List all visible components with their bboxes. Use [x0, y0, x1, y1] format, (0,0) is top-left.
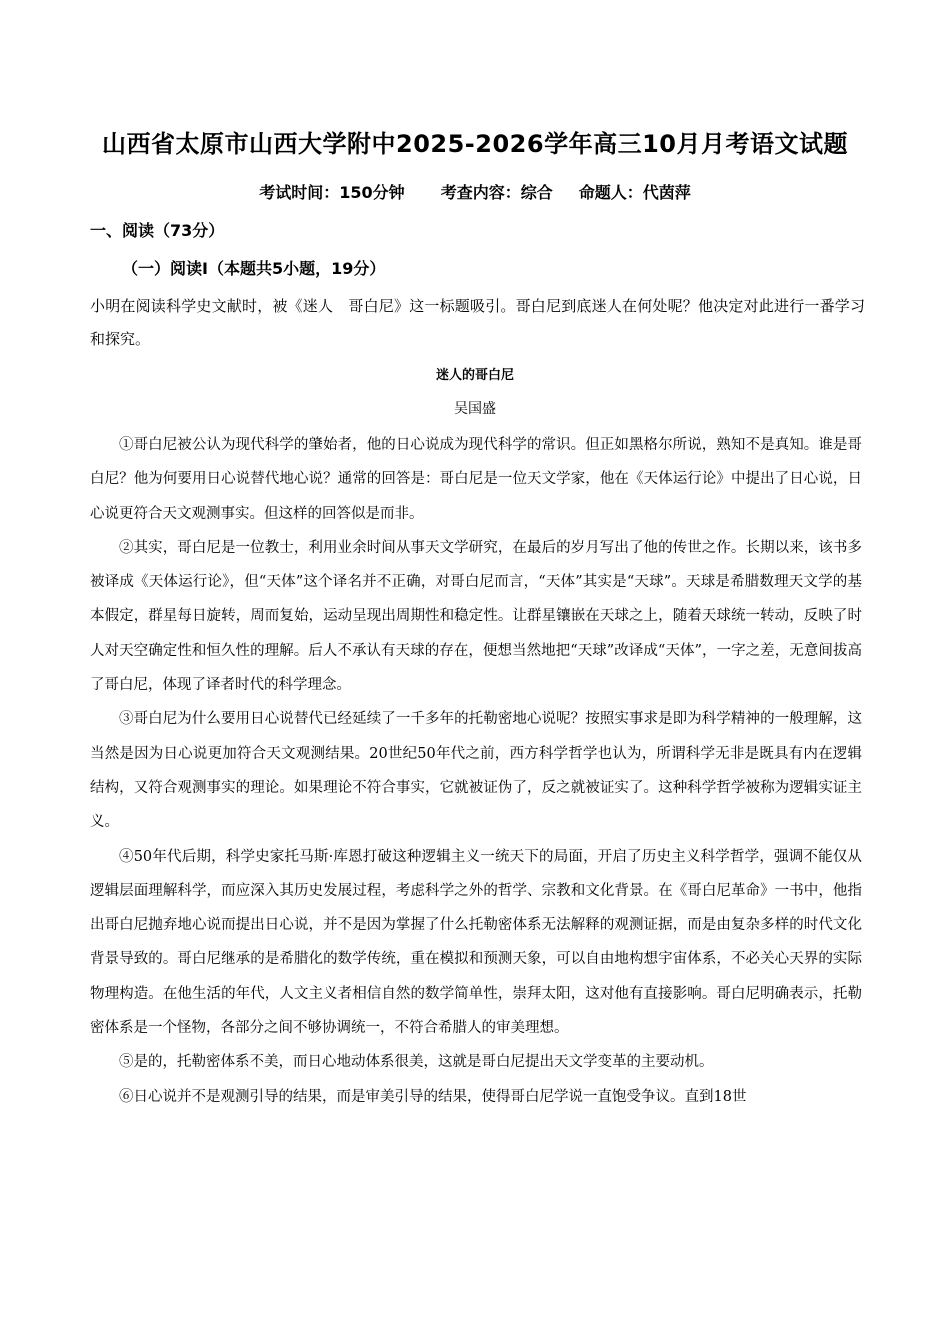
exam-meta-line	[0, 180, 950, 203]
article-body	[90, 428, 862, 1114]
exam-content: 考查内容：综合	[440, 183, 553, 202]
exam-time: 考试时间：150分钟	[259, 183, 405, 202]
intro-paragraph: 小明在阅读科学史文献时，被《迷人 哥白尼》这一标题吸引。哥白尼到底迷人在何处呢？他决定对此进行一番学习和探究。	[90, 297, 865, 348]
article-paragraph-2: ②其实，哥白尼是一位教士，利用业余时间从事天文学研究，在最后的岁月写出了他的传世之作。长期以来，该书多被译成《天体运行论》，但“天体”这个译名并不正确，对哥白尼而言，“天体”其实是“天球”。天球是希腊数理天文学的基本假定，群星每日旋转，周而复始，运动呈现出周期性和稳定性。让群星镶嵌在天球之上，随着天球统一转动，反映了时人对天空确定性和恒久性的理解。后人不承认有天球的存在，便想当然地把“天球”改译成“天体”，一字之差，无意间拔高了哥白尼，体现了译者时代的科学理念。	[90, 539, 862, 694]
section-heading: 一、阅读（73分）	[90, 221, 225, 240]
document-title: 山西省太原市山西大学附中2025-2026学年高三10月月考语文试题	[102, 130, 848, 158]
article-paragraph-1: ①哥白尼被公认为现代科学的肇始者，他的日心说成为现代科学的常识。但正如黑格尔所说，熟知不是真知。谁是哥白尼？他为何要用日心说替代地心说？通常的回答是：哥白尼是一位天文学家，他在《天体运行论》中提出了日心说，日心说更符合天文观测事实。但这样的回答似是而非。	[90, 437, 862, 522]
article-paragraph-6: ⑥日心说并不是观测引导的结果，而是审美引导的结果，使得哥白尼学说一直饱受争议。直到18世	[119, 1088, 747, 1105]
exam-author: 命题人：代茵萍	[578, 183, 691, 202]
subsection-heading: （一）阅读Ⅰ（本题共5小题，19分）	[122, 259, 386, 278]
article-paragraph-3: ③哥白尼为什么要用日心说替代已经延续了一千多年的托勒密地心说呢？按照实事求是即为科学精神的一般理解，这当然是因为日心说更加符合天文观测结果。20世纪50年代之前，西方科学哲学也认为，所谓科学无非是既具有内在逻辑结构，又符合观测事实的理论。如果理论不符合事实，它就被证伪了，反之就被证实了。这种科学哲学被称为逻辑实证主义。	[90, 711, 862, 831]
article-title: 迷人的哥白尼	[435, 368, 514, 383]
article-paragraph-4: ④50年代后期，科学史家托马斯·库恩打破这种逻辑主义一统天下的局面，开启了历史主义科学哲学，强调不能仅从逻辑层面理解科学，而应深入其历史发展过程，考虑科学之外的哲学、宗教和文化背景。在《哥白尼革命》一书中，他指出哥白尼抛弃地心说而提出日心说，并不是因为掌握了什么托勒密体系无法解释的观测证据，而是由复杂多样的时代文化背景导致的。哥白尼继承的是希腊化的数学传统，重在模拟和预测天象，可以自由地构想宇宙体系，不必关心天界的实际物理构造。在他生活的年代，人文主义者相信自然的数学简单性，崇拜太阳，这对他有直接影响。哥白尼明确表示，托勒密体系是一个怪物，各部分之间不够协调统一，不符合希腊人的审美理想。	[90, 848, 862, 1037]
article-author: 吴国盛	[454, 401, 496, 417]
article-paragraph-5: ⑤是的，托勒密体系不美，而日心地动体系很美，这就是哥白尼提出天文学变革的主要动机。	[119, 1054, 714, 1071]
